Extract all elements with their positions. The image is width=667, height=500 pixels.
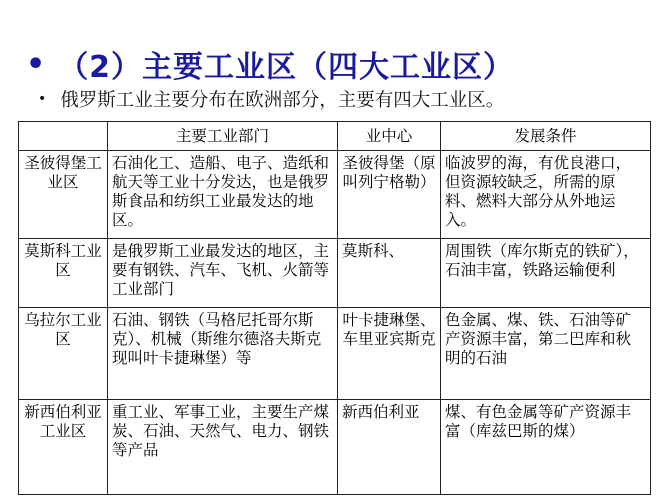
development-conditions: 周围铁（库尔斯克的铁矿），石油丰富，铁路运输便利 (441, 238, 651, 308)
title-text: （2）主要工业区（四大工业区） (58, 50, 515, 85)
table-row (19, 400, 651, 495)
industrial-centers: 叶卡捷琳堡、车里亚宾斯克 (338, 308, 441, 400)
header-conditions: 发展条件 (441, 122, 651, 151)
header-centers: 业中心 (338, 122, 441, 151)
table-row (19, 151, 651, 239)
table-header-row (19, 122, 651, 151)
subtitle-bullet: • (38, 91, 47, 107)
region-name: 新西伯利亚工业区 (19, 400, 108, 495)
main-sectors: 石油化工、造船、电子、造纸和航天等工业十分发达，也是俄罗斯食品和纺织工业最发达的地区。 (108, 151, 338, 239)
header-sectors: 主要工业部门 (108, 122, 338, 151)
main-sectors: 是俄罗斯工业最发达的地区，主要有钢铁、汽车、飞机、火箭等工业部门 (108, 238, 338, 308)
subtitle-text: 俄罗斯工业主要分布在欧洲部分，主要有四大工业区。 (60, 90, 505, 111)
title-bullet: • (26, 46, 47, 82)
main-sectors: 石油、钢铁（马格尼托哥尔斯克）、机械（斯维尔德洛夫斯克现叫叶卡捷琳堡）等 (108, 308, 338, 400)
development-conditions: 色金属、煤、铁、石油等矿产资源丰富，第二巴库和秋明的石油 (441, 308, 651, 400)
industrial-centers: 莫斯科、 (338, 238, 441, 308)
industrial-centers: 圣彼得堡（原叫列宁格勒） (338, 151, 441, 239)
table-row (19, 238, 651, 308)
development-conditions: 临波罗的海，有优良港口，但资源较缺乏，所需的原料、燃料大部分从外地运入。 (441, 151, 651, 239)
region-name: 莫斯科工业区 (19, 238, 108, 308)
subtitle (38, 86, 504, 112)
industrial-regions-table (18, 121, 651, 495)
region-name: 圣彼得堡工业区 (19, 151, 108, 239)
development-conditions: 煤、有色金属等矿产资源丰富（库兹巴斯的煤） (441, 400, 651, 495)
main-sectors: 重工业、军事工业，主要生产煤炭、石油、天然气、电力、钢铁等产品 (108, 400, 338, 495)
slide-title (26, 42, 514, 86)
table-row (19, 308, 651, 400)
industrial-centers: 新西伯利亚 (338, 400, 441, 495)
region-name: 乌拉尔工业区 (19, 308, 108, 400)
header-region (19, 122, 108, 151)
